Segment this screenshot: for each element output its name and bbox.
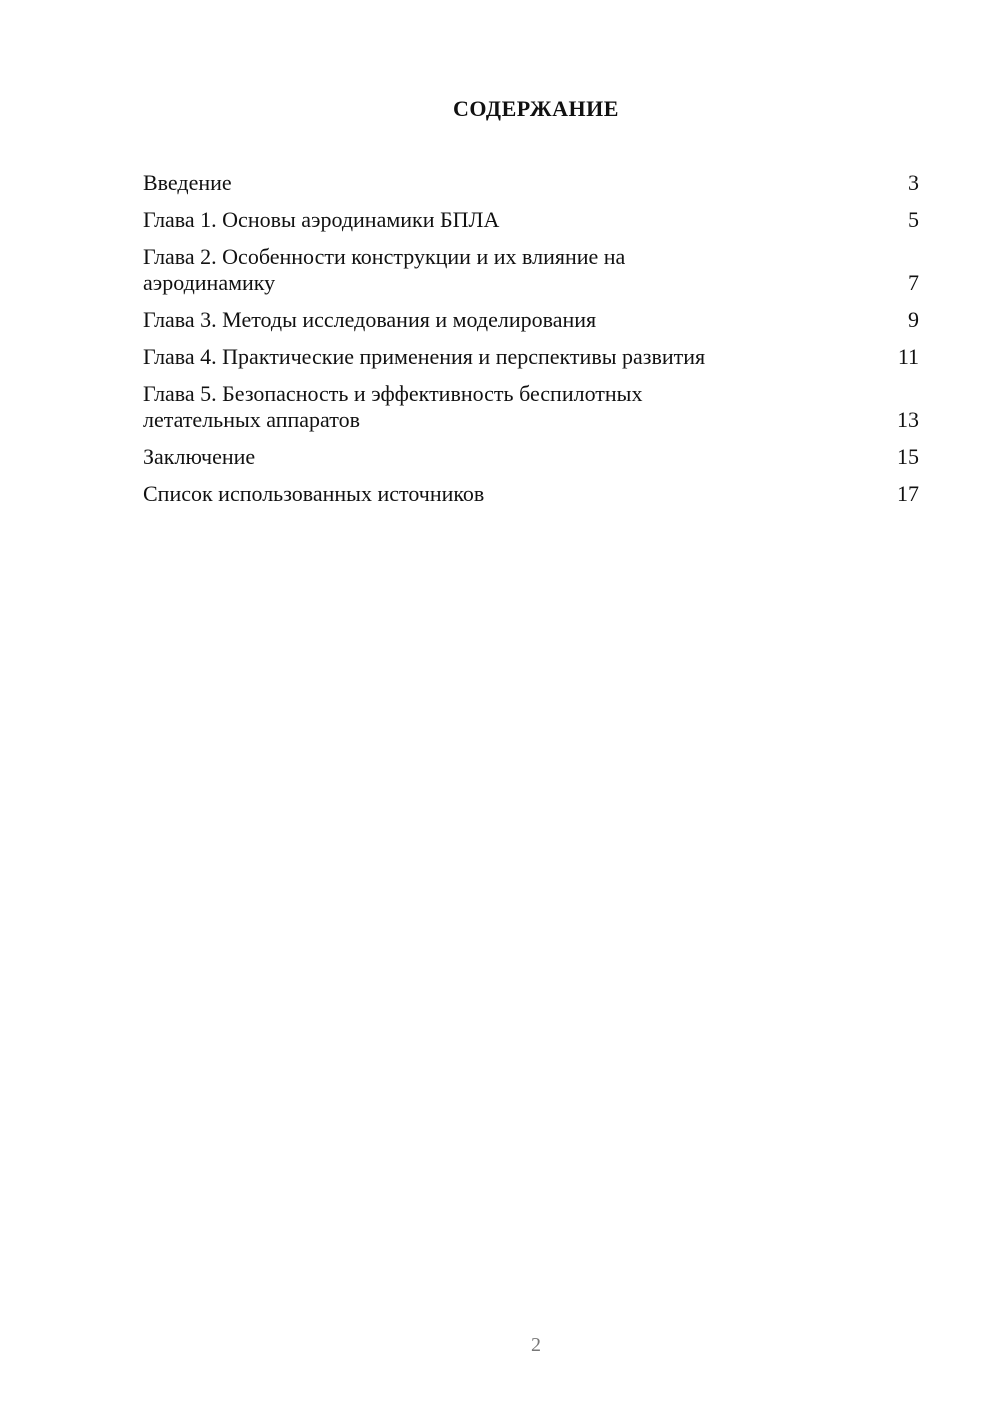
toc-item-chapter-2 <box>143 244 919 296</box>
toc-item-introduction <box>143 170 919 196</box>
toc-item-label: Глава 3. Методы исследования и моделирования <box>143 307 597 332</box>
toc-item-references <box>143 481 919 507</box>
toc-item-page: 11 <box>897 344 919 369</box>
toc-item-label: Введение <box>143 170 232 195</box>
toc-item-page: 3 <box>908 170 919 195</box>
toc-item-label: Список использованных источников <box>143 481 485 506</box>
page-number: 2 <box>531 1334 541 1356</box>
toc-item-page: 13 <box>897 407 919 432</box>
toc-item-conclusion <box>143 444 919 470</box>
toc-item-page: 5 <box>908 207 919 232</box>
toc-item-chapter-5 <box>143 381 919 433</box>
page-title: СОДЕРЖАНИЕ <box>453 96 619 121</box>
toc-item-label: Глава 5. Безопасность и эффективность беспилотных летательных аппаратов <box>143 381 643 432</box>
toc-item-label: Заключение <box>143 444 256 469</box>
toc-item-chapter-3 <box>143 307 919 333</box>
toc-item-page: 9 <box>908 307 919 332</box>
toc-item-label: Глава 1. Основы аэродинамики БПЛА <box>143 207 500 232</box>
toc-item-label: Глава 2. Особенности конструкции и их влияние на аэродинамику <box>143 244 626 295</box>
toc-item-page: 15 <box>897 444 919 469</box>
table-of-contents <box>143 170 919 518</box>
toc-item-page: 7 <box>908 270 919 295</box>
toc-item-label: Глава 4. Практические применения и перспективы развития <box>143 344 706 369</box>
toc-item-chapter-4 <box>143 344 919 370</box>
toc-item-page: 17 <box>897 481 919 506</box>
toc-item-chapter-1 <box>143 207 919 233</box>
